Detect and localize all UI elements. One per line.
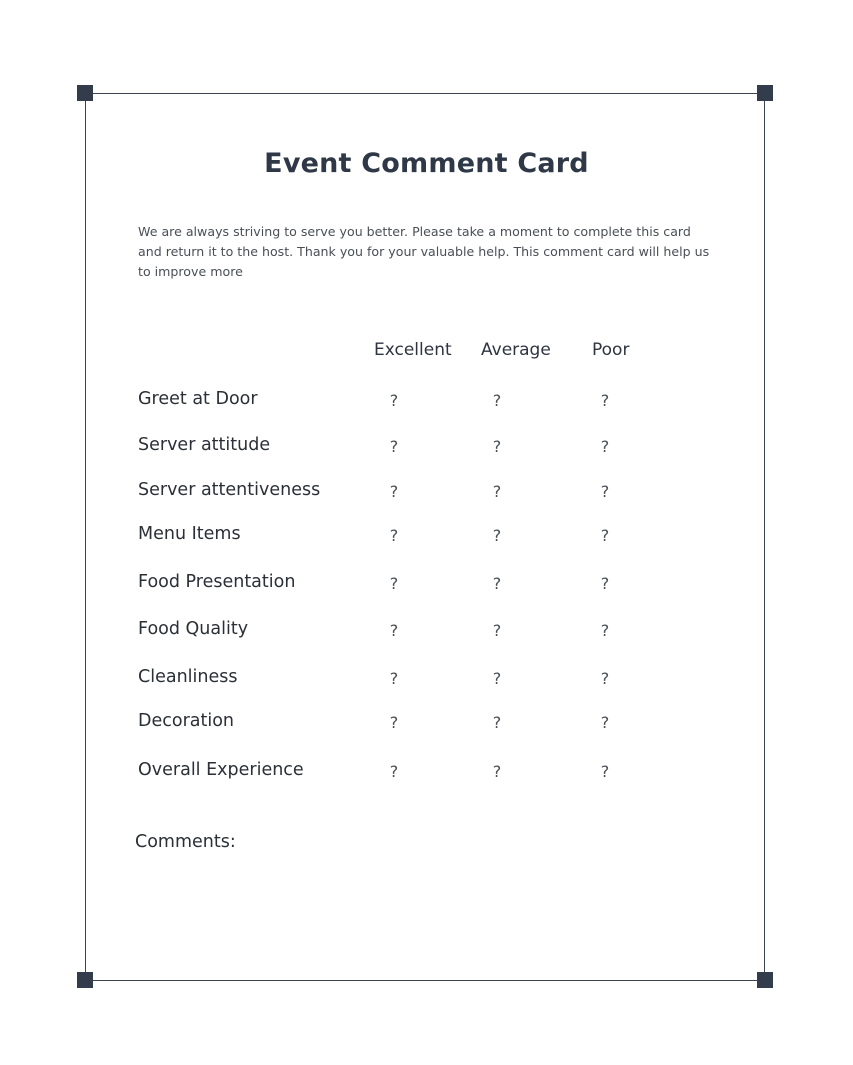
rating-row-label: Food Quality [138, 619, 249, 639]
rating-option-excellent[interactable]: ? [389, 437, 399, 456]
comments-label: Comments: [135, 832, 236, 852]
corner-marker-top-right [757, 85, 773, 101]
column-header-average: Average [481, 340, 551, 360]
corner-marker-bottom-right [757, 972, 773, 988]
rating-row-label: Food Presentation [138, 572, 296, 592]
rating-option-poor[interactable]: ? [600, 526, 610, 545]
rating-option-excellent[interactable]: ? [389, 762, 399, 781]
rating-option-poor[interactable]: ? [600, 713, 610, 732]
rating-row-label: Server attentiveness [138, 480, 321, 500]
rating-row-label: Decoration [138, 711, 235, 731]
rating-row-label: Menu Items [138, 524, 241, 544]
rating-option-average[interactable]: ? [492, 621, 502, 640]
rating-option-average[interactable]: ? [492, 391, 502, 410]
corner-marker-top-left [77, 85, 93, 101]
rating-option-poor[interactable]: ? [600, 437, 610, 456]
rating-option-excellent[interactable]: ? [389, 482, 399, 501]
rating-option-poor[interactable]: ? [600, 391, 610, 410]
rating-option-average[interactable]: ? [492, 437, 502, 456]
rating-row-label: Cleanliness [138, 667, 238, 687]
column-header-poor: Poor [592, 340, 630, 360]
rating-option-excellent[interactable]: ? [389, 526, 399, 545]
rating-row-label: Greet at Door [138, 389, 258, 409]
rating-option-excellent[interactable]: ? [389, 391, 399, 410]
rating-option-excellent[interactable]: ? [389, 574, 399, 593]
rating-option-poor[interactable]: ? [600, 762, 610, 781]
corner-marker-bottom-left [77, 972, 93, 988]
rating-option-poor[interactable]: ? [600, 482, 610, 501]
rating-row-label: Server attitude [138, 435, 271, 455]
rating-option-average[interactable]: ? [492, 762, 502, 781]
rating-option-poor[interactable]: ? [600, 621, 610, 640]
rating-option-average[interactable]: ? [492, 526, 502, 545]
rating-option-excellent[interactable]: ? [389, 621, 399, 640]
rating-option-poor[interactable]: ? [600, 669, 610, 688]
rating-option-average[interactable]: ? [492, 574, 502, 593]
rating-option-excellent[interactable]: ? [389, 669, 399, 688]
rating-option-poor[interactable]: ? [600, 574, 610, 593]
rating-option-average[interactable]: ? [492, 482, 502, 501]
card-title: Event Comment Card [264, 148, 589, 179]
rating-option-average[interactable]: ? [492, 669, 502, 688]
column-header-excellent: Excellent [374, 340, 452, 360]
card-intro-text: We are always striving to serve you better. Please take a moment to complete this card and return it to the host. Thank you for your valuable help. This comment card will help us to improve more [138, 224, 710, 279]
rating-option-average[interactable]: ? [492, 713, 502, 732]
rating-row-label: Overall Experience [138, 760, 304, 780]
rating-option-excellent[interactable]: ? [389, 713, 399, 732]
